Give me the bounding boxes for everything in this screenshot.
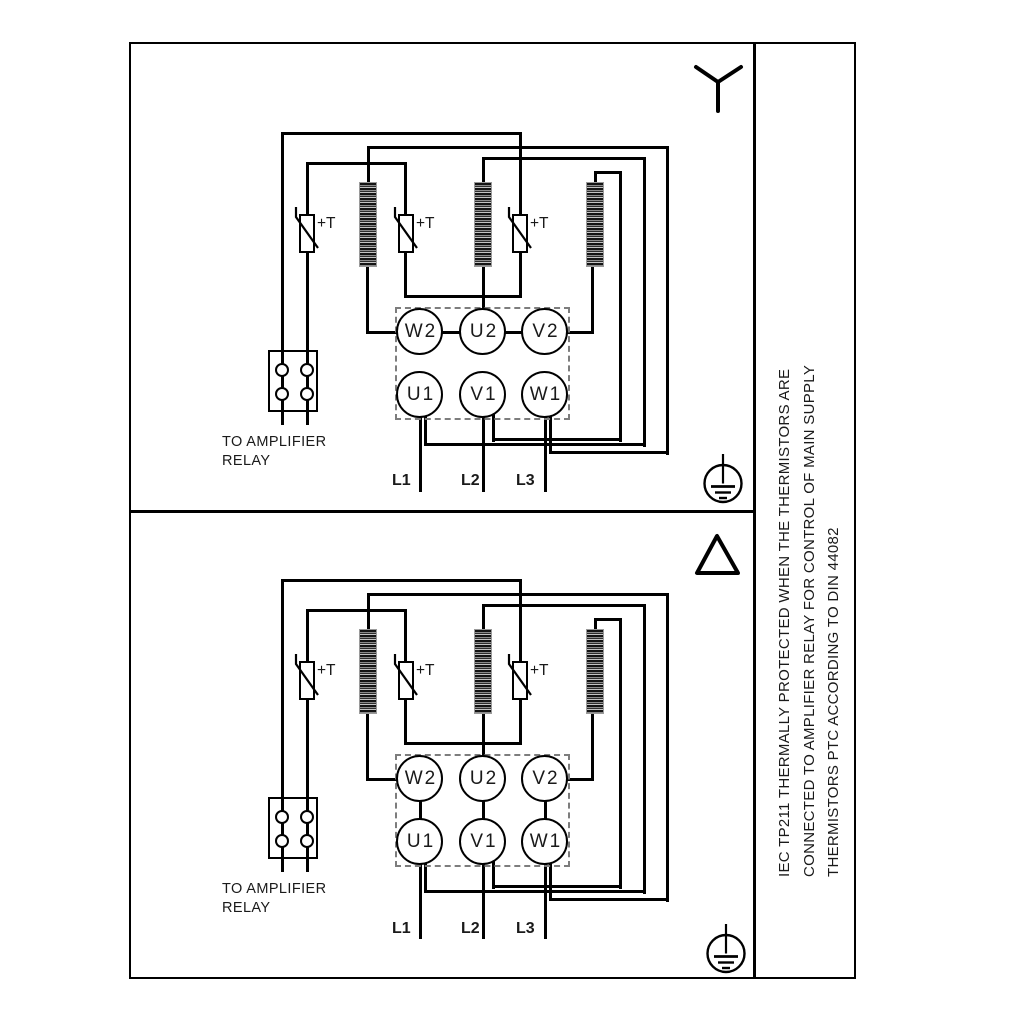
wire-segment bbox=[367, 146, 370, 184]
terminal-w1: W1 bbox=[521, 371, 568, 418]
motor-winding bbox=[474, 629, 492, 714]
wire-segment bbox=[643, 157, 646, 447]
thermistor-label: +T bbox=[416, 662, 435, 679]
terminal-u2: U2 bbox=[459, 755, 506, 802]
wire-segment bbox=[482, 157, 646, 160]
relay-caption bbox=[222, 880, 326, 918]
wire-segment bbox=[643, 604, 646, 894]
wire-segment bbox=[544, 415, 547, 492]
wire-segment bbox=[492, 438, 622, 441]
motor-winding bbox=[359, 629, 377, 714]
terminal-v1: V1 bbox=[459, 371, 506, 418]
supply-label-l3: L3 bbox=[516, 920, 535, 937]
motor-winding bbox=[474, 182, 492, 267]
panel-divider bbox=[129, 510, 755, 513]
wire-segment bbox=[306, 609, 407, 612]
wire-segment bbox=[482, 604, 646, 607]
wire-segment bbox=[567, 331, 594, 334]
relay-caption-line2: RELAY bbox=[222, 453, 271, 469]
delta-symbol-icon bbox=[687, 526, 749, 582]
wire-segment bbox=[306, 162, 407, 165]
amplifier-relay-terminal-box bbox=[268, 350, 318, 412]
terminal-w2: W2 bbox=[396, 308, 443, 355]
wire-segment bbox=[281, 132, 522, 135]
thermistor-label: +T bbox=[317, 662, 336, 679]
motor-winding bbox=[586, 629, 604, 714]
wire-segment bbox=[366, 778, 399, 781]
wire-segment bbox=[619, 618, 622, 889]
thermistor-label: +T bbox=[416, 215, 435, 232]
wire-segment bbox=[594, 171, 622, 174]
supply-label-l2: L2 bbox=[461, 920, 480, 937]
wire-segment bbox=[591, 713, 594, 781]
terminal-u2: U2 bbox=[459, 308, 506, 355]
wire-segment bbox=[482, 157, 485, 184]
wire-segment bbox=[519, 252, 522, 298]
wire-segment bbox=[567, 778, 594, 781]
wire-segment bbox=[404, 699, 407, 745]
wire-segment bbox=[367, 146, 669, 149]
wire-segment bbox=[666, 146, 669, 455]
wire-segment bbox=[519, 132, 522, 216]
thermistor-label: +T bbox=[317, 215, 336, 232]
wire-segment bbox=[519, 579, 522, 663]
wire-segment bbox=[419, 862, 422, 939]
side-note bbox=[773, 277, 847, 877]
ground-symbol-icon bbox=[701, 451, 745, 509]
side-note-line1: IEC TP211 THERMALLY PROTECTED WHEN THE THERMISTORS ARE bbox=[776, 368, 793, 877]
thermistor-label: +T bbox=[530, 215, 549, 232]
supply-label-l2: L2 bbox=[461, 472, 480, 489]
wire-segment bbox=[482, 604, 485, 631]
wire-segment bbox=[666, 593, 669, 902]
side-note-line2: CONNECTED TO AMPLIFIER RELAY FOR CONTROL OF MAIN SUPPLY bbox=[800, 364, 818, 877]
motor-winding bbox=[359, 182, 377, 267]
wire-segment bbox=[544, 862, 547, 939]
wire-segment bbox=[367, 593, 669, 596]
wire-segment bbox=[492, 885, 622, 888]
terminal-w2: W2 bbox=[396, 755, 443, 802]
wire-segment bbox=[404, 742, 522, 745]
wire-segment bbox=[366, 331, 399, 334]
wire-segment bbox=[404, 252, 407, 298]
relay-caption-line1: TO AMPLIFIER bbox=[222, 881, 327, 897]
terminal-v2: V2 bbox=[521, 755, 568, 802]
terminal-u1: U1 bbox=[396, 818, 443, 865]
wire-segment bbox=[482, 713, 485, 758]
supply-label-l1: L1 bbox=[392, 472, 411, 489]
wire-segment bbox=[367, 593, 370, 631]
wire-segment bbox=[366, 266, 369, 334]
relay-caption bbox=[222, 433, 326, 471]
wire-segment bbox=[549, 898, 669, 901]
terminal-w1: W1 bbox=[521, 818, 568, 865]
star-symbol-icon bbox=[690, 61, 746, 115]
wire-segment bbox=[419, 415, 422, 492]
wire-segment bbox=[519, 699, 522, 745]
terminal-v2: V2 bbox=[521, 308, 568, 355]
relay-caption-line1: TO AMPLIFIER bbox=[222, 434, 327, 450]
side-note-line3: THERMISTORS PTC ACCORDING TO DIN 44082 bbox=[825, 527, 842, 877]
terminal-v1: V1 bbox=[459, 818, 506, 865]
wire-segment bbox=[366, 713, 369, 781]
wire-segment bbox=[482, 415, 485, 492]
wire-segment bbox=[424, 890, 646, 893]
wire-segment bbox=[482, 862, 485, 939]
wire-segment bbox=[281, 579, 522, 582]
wire-segment bbox=[594, 618, 622, 621]
wire-segment bbox=[424, 443, 646, 446]
ground-symbol-icon bbox=[704, 921, 748, 979]
wire-segment bbox=[619, 171, 622, 442]
amplifier-relay-terminal-box bbox=[268, 797, 318, 859]
terminal-u1: U1 bbox=[396, 371, 443, 418]
wire-segment bbox=[591, 266, 594, 334]
relay-caption-line2: RELAY bbox=[222, 900, 271, 916]
wire-segment bbox=[549, 451, 669, 454]
wire-segment bbox=[482, 266, 485, 311]
motor-winding bbox=[586, 182, 604, 267]
supply-label-l1: L1 bbox=[392, 920, 411, 937]
wire-segment bbox=[404, 295, 522, 298]
supply-label-l3: L3 bbox=[516, 472, 535, 489]
thermistor-label: +T bbox=[530, 662, 549, 679]
